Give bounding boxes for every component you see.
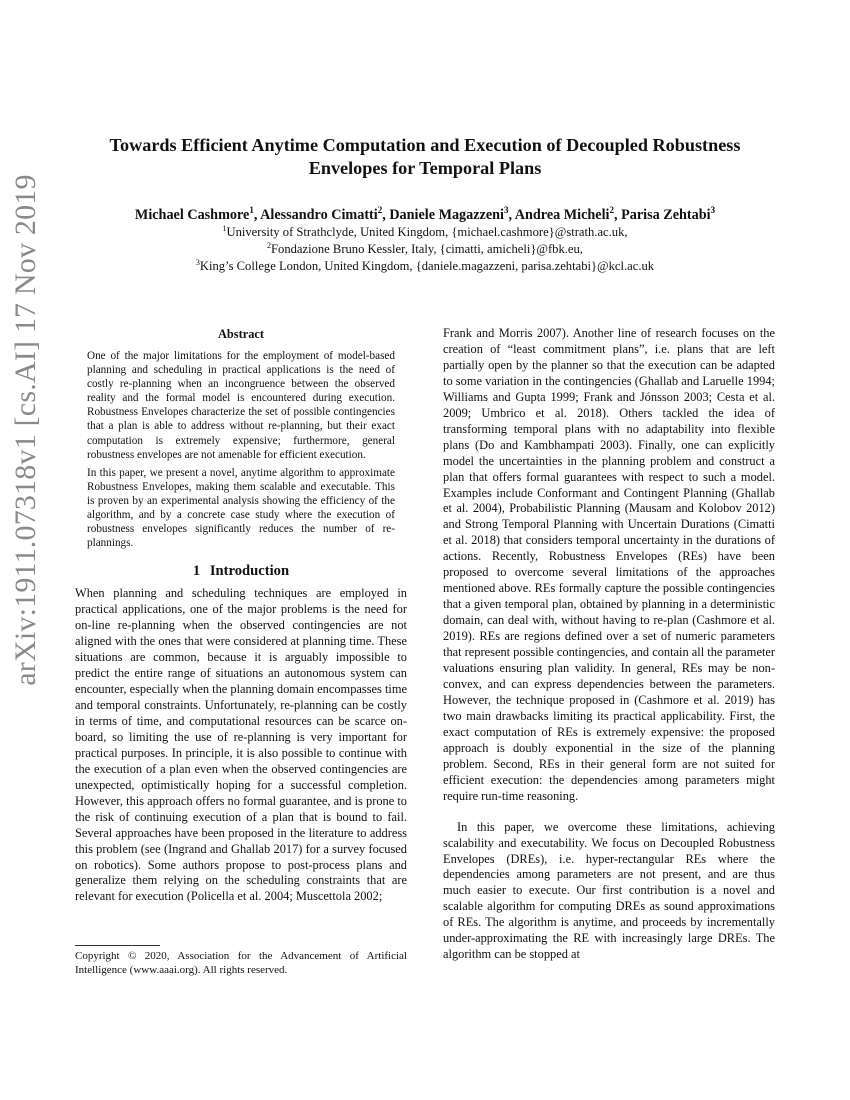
body-paragraph: When planning and scheduling techniques are employed in practical applications, one of the major problems is the need for on-line re-planning when the observed contingencies are not aligned with the ones that were considered at planning time. These situations are common, because it is arguably impossible to predict the entire range of situations an autonomous system can encounter, especially when the planning domain encompasses time and temporal constraints. Unfortunately, re-planning can be costly in terms of time, and computational resources can be scarce on-board, so limiting the use of re-planning is very important for practical purposes. In principle, it is also possible to continue with the execution of a plan even when the observed contingencies are unexpected, optimistically hoping for a successful completion. However, this approach offers no formal guarantee, and is prone to the risk of continuing execution of a plan that is bound to fail. Several approaches have been proposed in the literature to address this problem (see (Ingrand and Ghallab 2017) for a survey focused on robotics). Some authors propose to post-process plans and generalize them relying on the scheduling constraints that are relevant for execution (Policella et al. 2004; Muscettola 2002; [75,586,407,904]
copyright-footnote: Copyright © 2020, Association for the Advancement of Artificial Intelligence (www.aaai.org). All rights reserved. [75,950,407,976]
right-column [443,326,775,963]
section-heading-introduction: 1 Introduction [192,563,290,580]
affiliation-text: King’s College London, United Kingdom, {daniele.magazzeni, parisa.zehtabi}@kcl.ac.uk [199,259,655,273]
paper-title: Towards Efficient Anytime Computation and Execution of Decoupled Robustness Envelopes for Temporal Plans [109,135,741,178]
author-name: Daniele Magazzeni [389,207,504,223]
author-affiliation-mark: 1 [249,205,254,215]
affiliation-text: Fondazione Bruno Kessler, Italy, {cimatti, amicheli}@fbk.eu, [271,242,583,256]
abstract-paragraph: In this paper, we present a novel, anytime algorithm to approximate Robustness Envelopes, making them scalable and executable. This is proven by an experimental analysis showing the efficiency of the algorithm, and by a concrete case study where the execution of robustness envelopes significantly reduces the number of re-plannings. [87,466,395,550]
author-affiliation-mark: 2 [377,205,383,215]
footnote-divider [75,945,160,946]
left-column [75,326,407,905]
author-affiliation-mark: 3 [503,205,509,215]
affiliation-number: 2 [267,241,272,250]
affiliation-list [40,224,810,275]
arxiv-identifier-stamp: arXiv:1911.07318v1 [cs.AI] 17 Nov 2019 [9,174,42,686]
author-name: Alessandro Cimatti [260,207,378,223]
author-affiliation-mark: 2 [609,205,614,215]
affiliation-number: 1 [222,224,227,233]
author-name: Andrea Micheli [514,207,610,223]
affiliation-line [40,224,810,241]
author-name: Parisa Zehtabi [621,207,711,223]
affiliation-text: University of Strathclyde, United Kingdom, {michael.cashmore}@strath.ac.uk, [226,225,628,239]
author-affiliation-mark: 3 [710,205,716,215]
author-list: Michael Cashmore$^1$, Alessandro Cimatti$^2$, Daniele Magazzeni$^3$, Andrea Micheli$^2$, Parisa Zehtabi$^3$ [134,205,716,223]
author-name: Michael Cashmore [134,207,250,223]
body-paragraph: In this paper, we overcome these limitations, achieving scalability and executability. We focus on Decoupled Robustness Envelopes (DREs), i.e. hyper-rectangular REs where the dependencies among parameters are not present, and are thus much easier to execute. Our first contribution is a novel and scalable algorithm for computing DREs as sound approximations of REs. The algorithm is anytime, and proceeds by incrementally under-approximating the RE with increasingly large DREs. The algorithm can be stopped at [443,819,775,962]
abstract-paragraph: One of the major limitations for the employment of model-based planning and scheduling in practical applications is the need of costly re-planning when an incongruence between the observed reality and the formal model is encountered during execution. Robustness Envelopes characterize the set of possible contingencies that a plan is able to address without re-planning, but their exact computation is extremely expensive; furthermore, general robustness envelopes are not amenable for efficient execution. [87,350,395,461]
affiliation-line [40,241,810,258]
affiliation-line [40,258,810,275]
abstract-heading: Abstract [217,327,265,341]
affiliation-number: 3 [195,258,200,267]
body-paragraph: Frank and Morris 2007). Another line of research focuses on the creation of “least commitment plans”, i.e. plans that are left partially open by the planner so that the execution can be adapted to some variation in the contingencies (Ghallab and Laruelle 1994; Williams and Gupta 1999; Frank and Jónsson 2003; Cesta et al. 2009; Umbrico et al. 2018). Others tackled the idea of transforming temporal plans with no adaptability into flexible plans (Do and Kambhampati 2003). Finally, one can explicitly model the uncertainties in the planning problem and construct a plan that offers formal guarantees with respect to such a model. Examples include Conformant and Contingent Planning (Ghallab et al. 2004), Probabilistic Planning (Mausam and Kolobov 2012) and Strong Temporal Planning with Uncertain Durations (Cimatti et al. 2018) that considers temporal uncertainty in the durations of actions. Recently, Robustness Envelopes (REs) have been proposed to overcome several limitations of the approaches mentioned above. REs formally capture the possible contingencies that a given temporal plan, obtained by planning in a deterministic domain, can deal with, without having to re-plan (Cashmore et al. 2019). REs are regions defined over a set of numeric parameters that represent possible contingencies, and contain all the parameter valuations ensuring plan validity. In general, REs may be non-convex, and can express dependencies between the parameters. However, the technique proposed in (Cashmore et al. 2019) has two main drawbacks limiting its practical applicability. First, the exact computation of REs is extremely expensive: the proposed approach is doubly exponential in the size of the planning problem. Second, REs in their general form are not suited for efficient execution: the dependencies among parameters might require run-time reasoning. [443,326,776,803]
